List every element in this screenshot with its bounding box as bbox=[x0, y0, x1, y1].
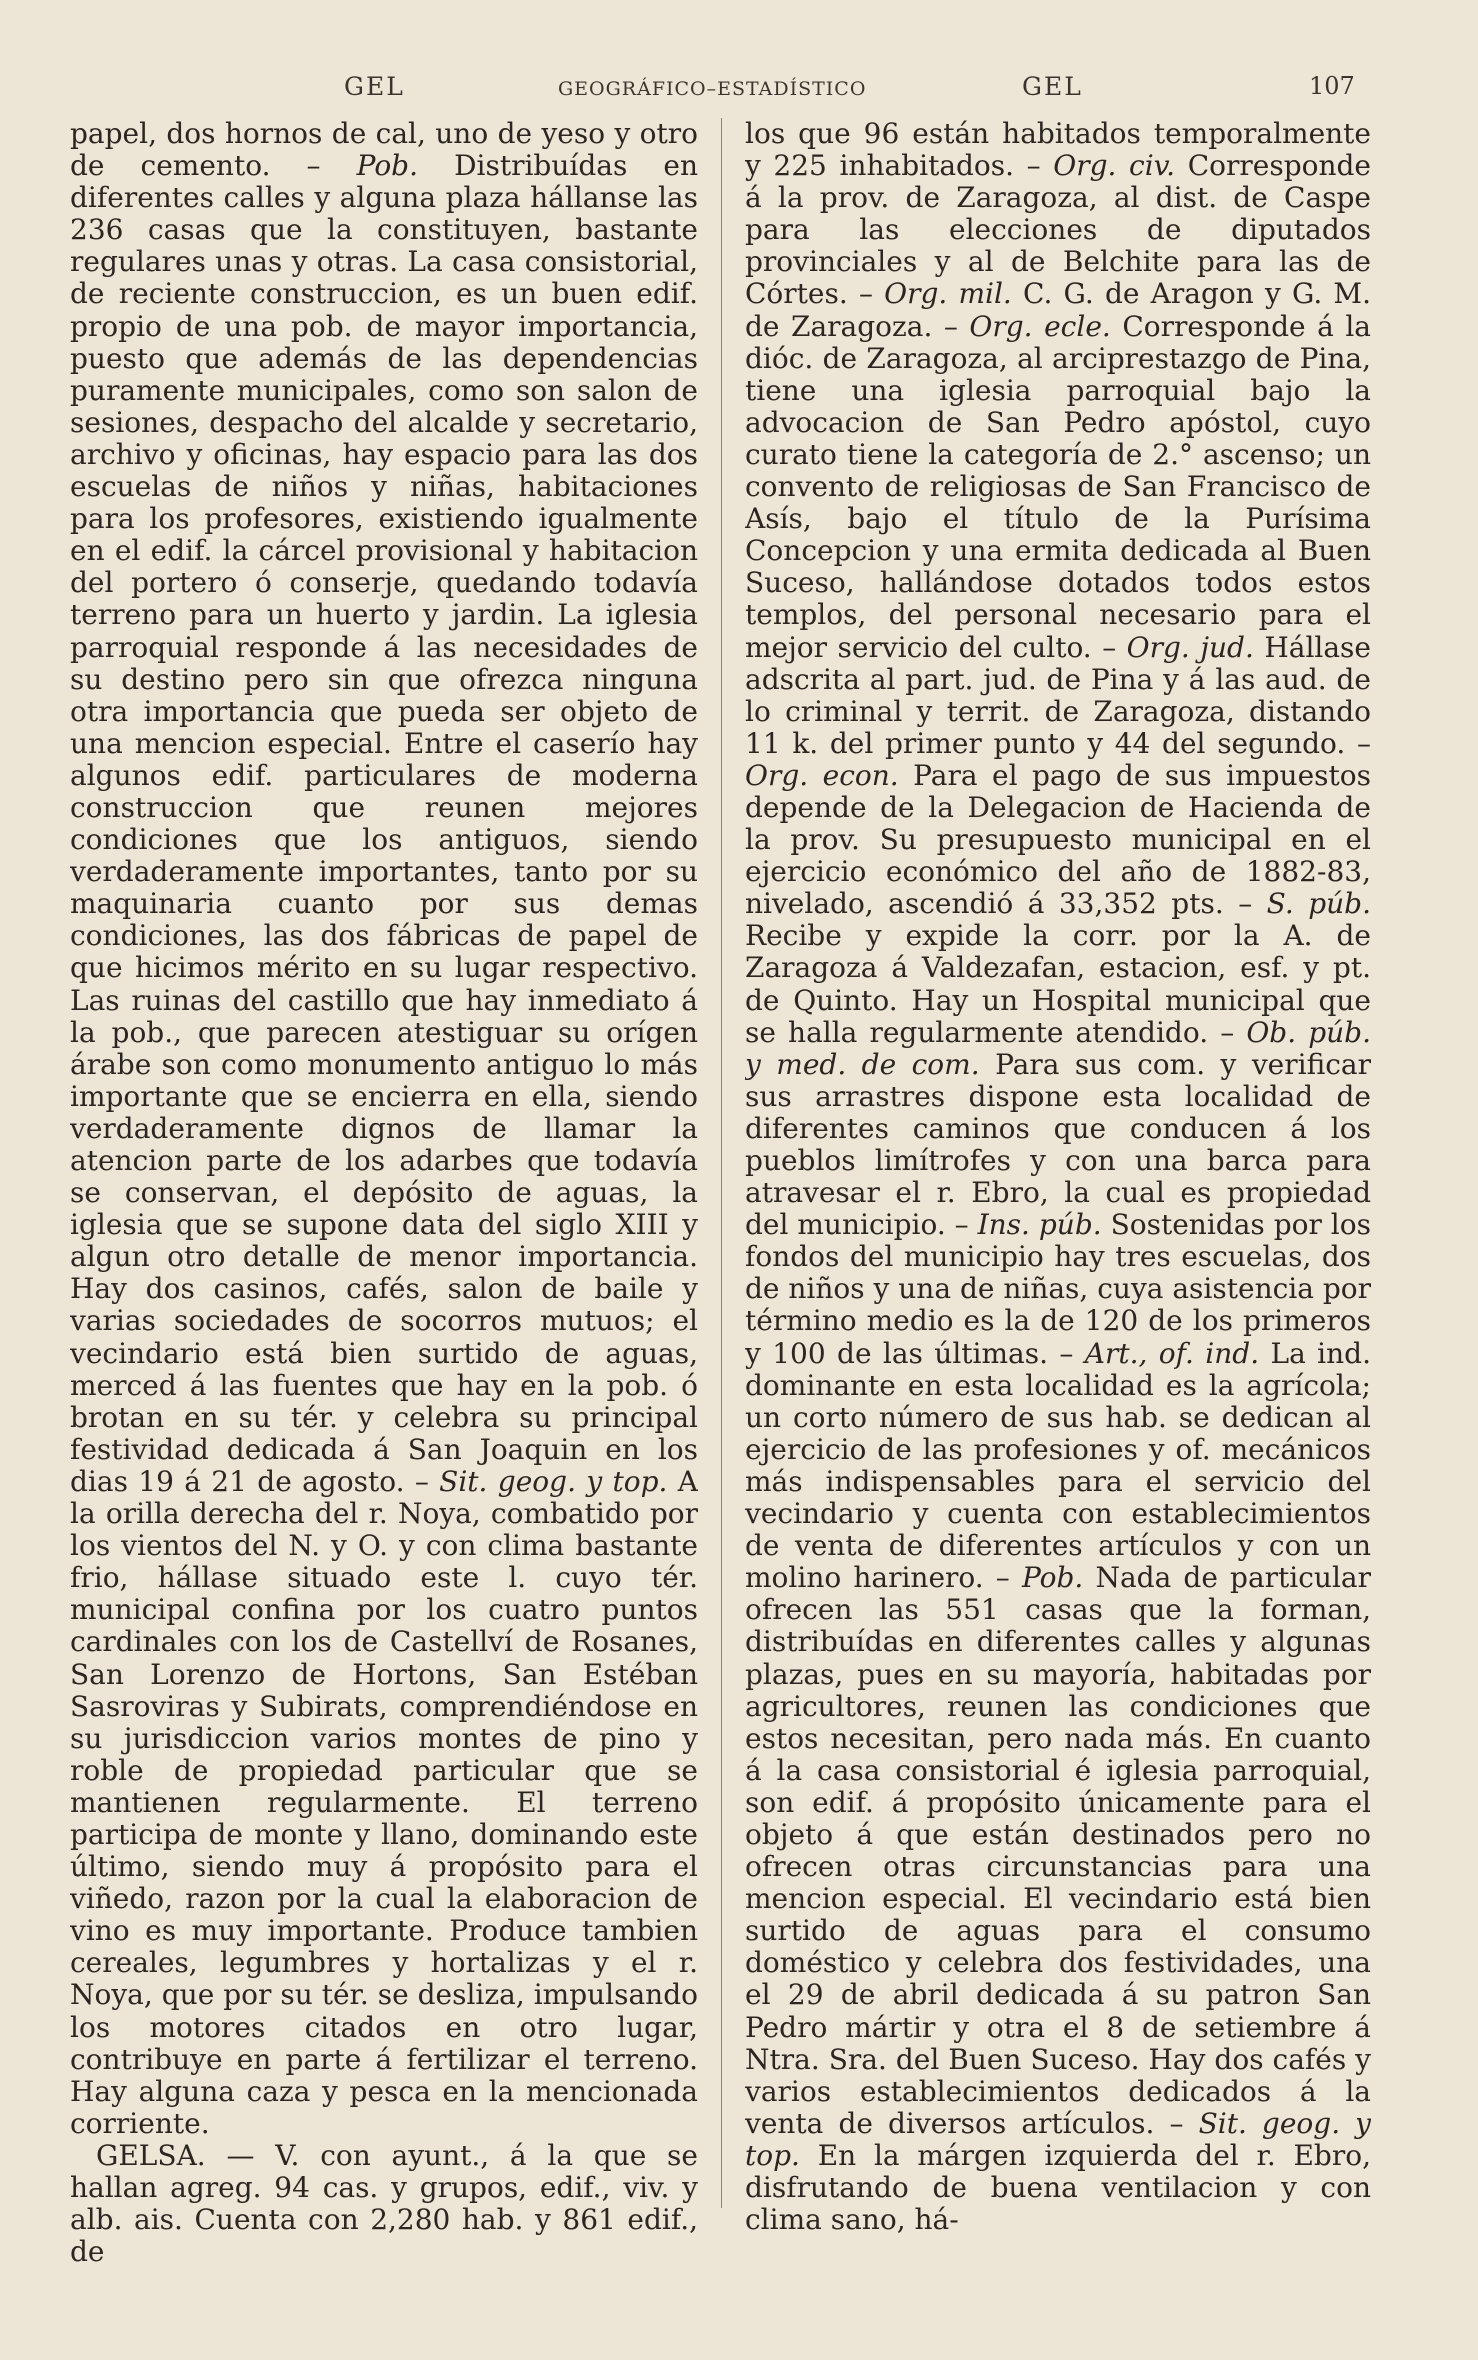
section-label-org-mil: Org. mil. bbox=[884, 277, 1012, 311]
column-divider bbox=[721, 118, 722, 2208]
text-run: Distribuídas en diferentes calles y alguna plaza hállanse las 236 casas que la constituyen, bastante regulares unas y otras. La casa consistorial, de reciente construccion, es un buen edif. propio de una pob. de mayor importancia, puesto que además de las dependencias puramente municipales, como son salon de sesiones, despacho del alcalde y secretario, archivo y oficinas, hay espacio para las dos escuelas de niños y niñas, habitaciones para los profesores, existiendo igualmente en el edif. la cárcel provisional y habitacion del portero ó conserje, quedando todavía terreno para un huerto y jardin. La iglesia parroquial responde á las necesidades de su destino pero sin que ofrezca ninguna otra importancia que pueda ser objeto de una mencion especial. Entre el caserío hay algunos edif. particulares de moderna construccion que reunen mejores condiciones que los antiguos, siendo verdaderamente importantes, tanto por su maquinaria cuanto por sus demas condiciones, las dos fábricas de papel de que hicimos mérito en su lugar respectivo. Las ruinas del castillo que hay inmediato á la pob., que parecen atestiguar su orígen árabe son como monumento antiguo lo más importante que se encierra en ella, siendo verdaderamente dignos de llamar la atencion parte de los adarbes que todavía se conservan, el depósito de aguas, la iglesia que se supone data del siglo XIII y algun otro detalle de menor importancia. Hay dos casinos, cafés, salon de baile y varias sociedades de socorros mutuos; el vecindario está bien surtido de aguas, merced á las fuentes que hay en la pob. ó brotan en su tér. y celebra su principal festividad dedicada á San Joaquin en los dias 19 á 21 de agosto. – bbox=[70, 149, 698, 1498]
header-right-term: GEL bbox=[1022, 72, 1083, 101]
text-run: Para sus com. y verificar sus arrastres dispone esta localidad de diferentes caminos que conducen á los pueblos limítrofes y con una barca para atravesar el r. Ebro, la cual es propiedad del municipio. – bbox=[745, 1047, 1371, 1242]
section-label-org-ecle: Org. ecle. bbox=[969, 309, 1111, 343]
section-label-sit: Sit. geog. y top. bbox=[439, 1464, 668, 1498]
text-run: Hállase adscrita al part. jud. de Pina y á las aud. de lo criminal y territ. de Zaragoza, distando 11 k. del primer punto y 44 del segundo. – bbox=[745, 630, 1371, 760]
text-run: Sostenidas por los fondos del municipio hay tres escuelas, dos de niños y una de niñas, cuya asistencia por término medio es la de 120 de los primeros y 100 de las últimas. – bbox=[745, 1208, 1371, 1370]
section-label-art-of-ind: Art., of. ind. bbox=[1084, 1336, 1260, 1370]
section-label-ins-pub: Ins. púb. bbox=[977, 1208, 1102, 1242]
header-left-term: GEL bbox=[344, 72, 405, 101]
text-run: C. G. de Aragon y G. M. de Zaragoza. – bbox=[745, 277, 1371, 343]
section-label-org-econ: Org. econ. bbox=[745, 758, 899, 792]
text-run: Recibe y expide la corr. por la A. de Zaragoza á Valdezafan, estacion, esf. y pt. de Quinto. Hay un Hospital municipal que se halla regularmente atendido. – bbox=[745, 919, 1371, 1049]
running-head bbox=[72, 72, 1362, 112]
section-label-sit: Sit. geog. y top. bbox=[745, 2106, 1371, 2172]
text-run: Nada de particular ofrecen las 551 casas que la forman, distribuídas en diferentes calles y algunas plazas, pues en su mayoría, habitadas por agricultores, reunen las condiciones que estos necesitan, pero nada más. En cuanto á la casa consistorial é iglesia parroquial, son edif. á propósito únicamente para el objeto á que están destinados pero no ofrecen otras circunstancias para una mencion especial. El vecindario está bien surtido de aguas para el consumo doméstico y celebra dos festividades, una el 29 de abril dedicada á su patron San Pedro mártir y otra el 8 de setiembre á Ntra. Sra. del Buen Suceso. Hay dos cafés y varios establecimientos dedicados á la venta de diversos artículos. – bbox=[745, 1561, 1371, 2140]
section-label-org-civ: Org. civ. bbox=[1053, 149, 1176, 183]
right-column bbox=[745, 118, 1371, 2278]
text-run: papel, dos hornos de cal, uno de yeso y otro de cemento. – bbox=[70, 118, 698, 183]
text-run: En la márgen izquierda del r. Ebro, disfrutando de buena ventilacion y con clima sano, há- bbox=[745, 2138, 1371, 2237]
text-run: La ind. dominante en esta localidad es la agrícola; un corto número de sus hab. se dedican al ejercicio de las profesiones y of. mecánicos más indispensables para el servicio del vecindario y cuenta con establecimientos de venta de diferentes artículos y con un molino harinero. – bbox=[745, 1336, 1371, 1595]
paragraph-gelida-continuation bbox=[70, 118, 698, 2140]
section-label-org-jud: Org. jud. bbox=[1126, 630, 1254, 664]
section-label-s-pub: S. púb. bbox=[1266, 887, 1371, 921]
section-label-pob: Pob. bbox=[356, 149, 418, 183]
page-number: 107 bbox=[1309, 72, 1355, 100]
text-run: Corresponde á la dióc. de Zaragoza, al arciprestazgo de Pina, tiene una iglesia parroquial bajo la advocacion de San Pedro apóstol, cuyo curato tiene la categoría de 2.° ascenso; un convento de religiosas de San Francisco de Asís, bajo el título de la Purísima Concepcion y una ermita dedicada al Buen Suceso, hallándose dotados todos estos templos, del personal necesario para el mejor servicio del culto. – bbox=[745, 309, 1371, 664]
text-run: los que 96 están habitados temporalmente y 225 inhabitados. – bbox=[745, 118, 1371, 183]
paragraph-gelsa-continuation bbox=[745, 118, 1371, 2236]
text-run: Para el pago de sus impuestos depende de la Delegacion de Hacienda de la prov. Su presupuesto municipal en el ejercicio económico del año de 1882-83, nivelado, ascendió á 33,352 pts. – bbox=[745, 758, 1371, 921]
header-title: GEOGRÁFICO–ESTADÍSTICO bbox=[558, 78, 867, 100]
section-label-pob: Pob. bbox=[1021, 1561, 1084, 1595]
text-run: Corresponde á la prov. de Zaragoza, al dist. de Caspe para las elecciones de diputados provinciales y al de Belchite para las de Córtes. – bbox=[745, 149, 1371, 311]
paragraph-gelsa-entry: GELSA. — V. con ayunt., á la que se hallan agreg. 94 cas. y grupos, edif., viv. y alb. ais. Cuenta con 2,280 hab. y 861 edif., de bbox=[70, 2138, 698, 2269]
text-run: A la orilla derecha del r. Noya, combatido por los vientos del N. y O. y con clima bastante frio, hállase situado este l. cuyo tér. municipal confina por los cuatro puntos cardinales con los de Castellví de Rosanes, San Lorenzo de Hortons, San Estéban Sasroviras y Subirats, comprendiéndose en su jurisdiccion varios montes de pino y roble de propiedad particular que se mantienen regularmente. El terreno participa de monte y llano, dominando este último, siendo muy á propósito para el viñedo, razon por la cual la elaboracion de vino es muy importante. Produce tambien cereales, legumbres y hortalizas y el r. Noya, que por su tér. se desliza, impulsando los motores citados en otro lugar, contribuye en parte á fertilizar el terreno. Hay alguna caza y pesca en la mencionada corriente. bbox=[70, 1464, 698, 2140]
section-label-ob-pub: Ob. púb. y med. de com. bbox=[745, 1015, 1371, 1081]
left-column bbox=[70, 118, 698, 2278]
